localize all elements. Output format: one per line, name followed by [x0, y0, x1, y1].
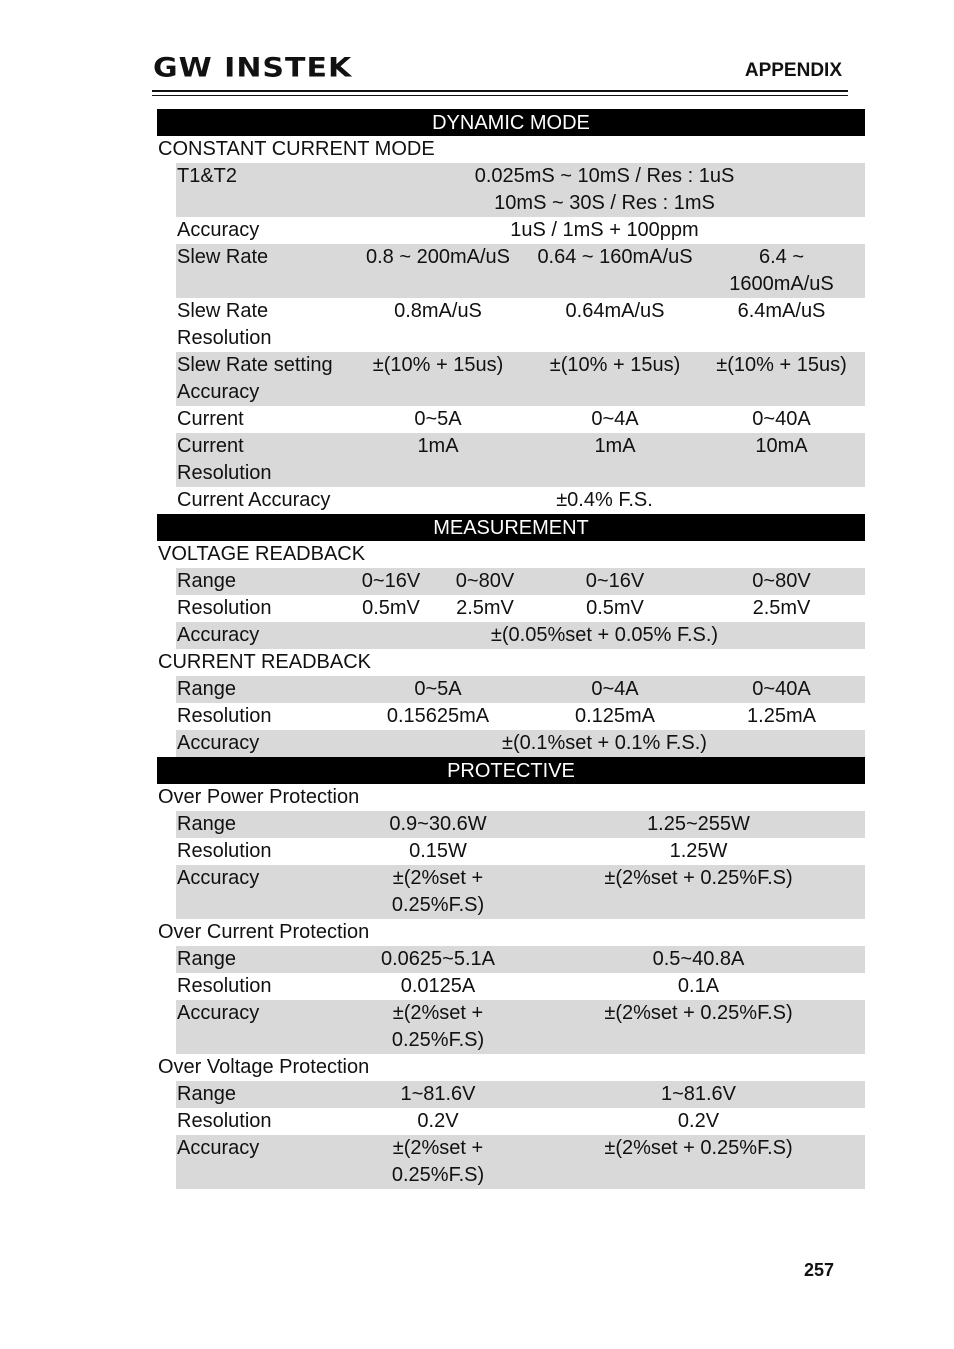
row-value: 6.4mA/uS — [737, 300, 826, 322]
row-value: 0.9~30.6W — [389, 813, 487, 835]
brand-logo: GW INSTEK — [153, 52, 353, 84]
row-value: 0.0125A — [400, 975, 476, 997]
row-value: 0.8mA/uS — [394, 300, 482, 322]
section-title: APPENDIX — [744, 60, 842, 81]
row-label: Accuracy — [177, 867, 260, 889]
row-value: 1uS / 1mS + 100ppm — [510, 219, 699, 241]
row-value: 0~80V — [752, 570, 811, 592]
row-label: Resolution — [177, 840, 272, 862]
row-value: 0.2V — [677, 1110, 720, 1132]
page-number: 257 — [803, 1260, 834, 1280]
table-row — [176, 433, 865, 487]
row-value: 0.15625mA — [386, 705, 490, 727]
row-label: Range — [177, 948, 236, 970]
row-value: 0~16V — [585, 570, 645, 592]
table-row — [176, 730, 865, 757]
header-rule-thin — [152, 95, 848, 96]
row-value: ±(10% + 15us) — [549, 354, 681, 376]
row-value: ±0.4% F.S. — [556, 489, 653, 511]
row-value: 1mA — [594, 435, 636, 457]
row-value: ±(2%set + 0.25%F.S) — [604, 1002, 793, 1024]
row-label: Range — [177, 813, 236, 835]
table-row — [176, 1081, 865, 1108]
row-value: 0.125mA — [574, 705, 656, 727]
row-value: 1.25mA — [747, 705, 816, 727]
row-value: ±(0.1%set + 0.1% F.S.) — [502, 732, 707, 754]
row-label: Range — [177, 1083, 236, 1105]
row-label: Resolution — [177, 975, 272, 997]
subsection-voltage-readback: VOLTAGE READBACK — [158, 543, 366, 565]
row-value: ±(0.05%set + 0.05% F.S.) — [490, 624, 719, 646]
row-value: 0.2V — [417, 1110, 459, 1132]
row-value: 1~81.6V — [400, 1083, 476, 1105]
row-label: T1&T2 — [177, 165, 238, 187]
row-value: 0~5A — [414, 678, 462, 700]
table-row — [176, 811, 865, 838]
row-value: 0.1A — [677, 975, 720, 997]
table-row — [176, 622, 865, 649]
subsection-ovp: Over Voltage Protection — [158, 1056, 370, 1078]
row-value: 0.025mS ~ 10mS / Res : 1uS 10mS ~ 30S / Res : 1mS — [474, 165, 735, 214]
row-value: ±(2%set + 0.25%F.S) — [604, 867, 793, 889]
table-row — [176, 973, 865, 1000]
row-value: 1.25W — [669, 840, 728, 862]
row-label: Slew Rate setting Accuracy — [177, 354, 333, 403]
table-row — [176, 946, 865, 973]
row-label: Range — [177, 678, 236, 700]
row-value: 0.5mV — [362, 597, 420, 619]
row-label: Accuracy — [177, 732, 260, 754]
row-value: ±(2%set + 0.25%F.S) — [391, 1137, 485, 1186]
row-value: 1mA — [417, 435, 459, 457]
table-row — [176, 244, 865, 298]
row-value: 0.5mV — [586, 597, 644, 619]
table-row — [176, 703, 865, 730]
row-value: 2.5mV — [456, 597, 514, 619]
table-row — [176, 676, 865, 703]
row-value: 0~4A — [591, 678, 639, 700]
subsection-cc: CONSTANT CURRENT MODE — [158, 138, 435, 160]
table-row — [176, 1108, 865, 1135]
table-row — [176, 595, 865, 622]
row-label: Slew Rate — [177, 246, 269, 268]
row-label: Resolution — [177, 1110, 272, 1132]
subsection-opp: Over Power Protection — [158, 786, 360, 808]
row-value: ±(10% + 15us) — [716, 354, 847, 376]
row-value: 0.64mA/uS — [565, 300, 665, 322]
row-value: 1~81.6V — [660, 1083, 737, 1105]
table-row — [176, 865, 865, 919]
row-value: 0~40A — [752, 678, 811, 700]
table-row — [176, 406, 865, 433]
row-label: Current Accuracy — [177, 489, 331, 511]
row-value: 0.8 ~ 200mA/uS — [366, 246, 510, 268]
subsection-current-readback: CURRENT READBACK — [158, 651, 371, 673]
row-label: Accuracy — [177, 624, 260, 646]
row-label: Current — [177, 408, 244, 430]
table-row — [176, 298, 865, 352]
row-value: 0~40A — [752, 408, 811, 430]
row-value: 0~16V — [361, 570, 421, 592]
row-label: Resolution — [177, 705, 272, 727]
section-header-dynamic: DYNAMIC MODE — [157, 109, 865, 136]
row-label: Accuracy — [177, 1137, 260, 1159]
section-header-protective: PROTECTIVE — [157, 757, 865, 784]
row-value: ±(2%set + 0.25%F.S) — [391, 867, 485, 916]
subsection-ocp: Over Current Protection — [158, 921, 370, 943]
row-label: Accuracy — [177, 219, 260, 241]
row-value: 0.5~40.8A — [652, 948, 745, 970]
row-value: 2.5mV — [752, 597, 811, 619]
header-rule — [152, 90, 848, 92]
table-row — [176, 487, 865, 514]
row-value: 0.15W — [409, 840, 467, 862]
table-row — [176, 352, 865, 406]
row-value: 0~80V — [455, 570, 515, 592]
row-label: Slew Rate Resolution — [177, 300, 272, 349]
row-value: ±(10% + 15us) — [372, 354, 504, 376]
table-row — [176, 1135, 865, 1189]
table-row — [176, 163, 865, 217]
row-value: 1.25~255W — [647, 813, 750, 835]
table-row — [176, 568, 865, 595]
table-row — [176, 1000, 865, 1054]
table-row — [176, 838, 865, 865]
row-value: ±(2%set + 0.25%F.S) — [604, 1137, 793, 1159]
row-value: 6.4 ~ 1600mA/uS — [729, 246, 834, 295]
row-label: Accuracy — [177, 1002, 260, 1024]
row-value: 0.64 ~ 160mA/uS — [537, 246, 693, 268]
row-value: 10mA — [755, 435, 808, 457]
row-label: Resolution — [177, 597, 272, 619]
section-header-measurement: MEASUREMENT — [157, 514, 865, 541]
row-label: Range — [177, 570, 236, 592]
spec-table — [157, 109, 865, 1189]
row-value: 0.0625~5.1A — [381, 948, 495, 970]
row-value: ±(2%set + 0.25%F.S) — [391, 1002, 485, 1051]
row-value: 0~4A — [591, 408, 639, 430]
row-label: Current Resolution — [177, 435, 272, 484]
row-value: 0~5A — [414, 408, 462, 430]
table-row — [176, 217, 865, 244]
